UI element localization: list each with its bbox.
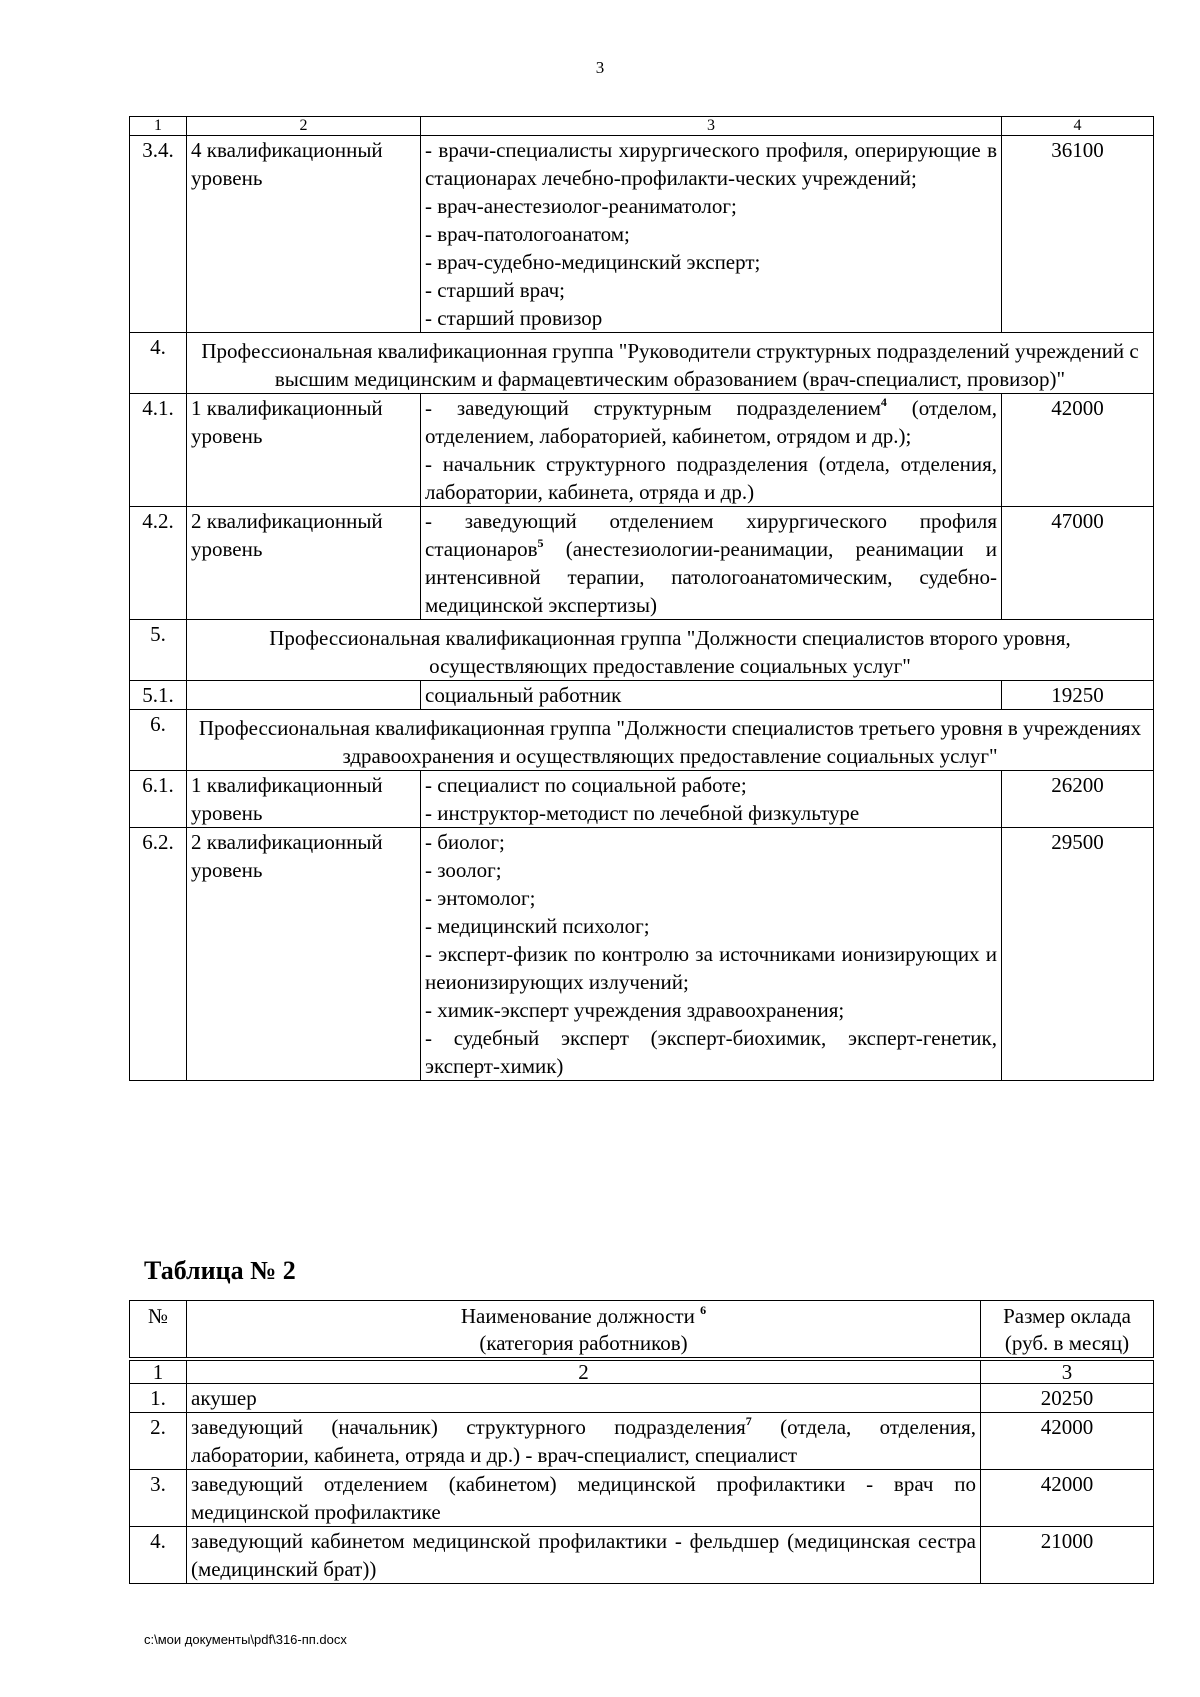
position-item: - инструктор-методист по лечебной физкультуре xyxy=(425,801,860,825)
group-title: Профессиональная квалификационная группа "Руководители структурных подразделений учреждений с высшим медицинским и фармацевтическим образованием (врач-специалист, провизор)" xyxy=(187,333,1154,394)
page-number: 3 xyxy=(595,58,605,77)
salary-value: 47000 xyxy=(1002,507,1154,620)
position-text: - заведующий отделением хирургического профиля стационаров xyxy=(425,509,997,561)
position-item: социальный работник xyxy=(421,681,1002,710)
group-number: 4. xyxy=(130,333,187,394)
header-line: Размер оклада xyxy=(1003,1304,1131,1328)
position-item: - судебный эксперт (эксперт-биохимик, эксперт-генетик, эксперт-химик) xyxy=(425,1026,997,1078)
positions-cell xyxy=(421,394,1002,507)
table-row xyxy=(130,394,1154,507)
salary-table-2-header xyxy=(129,1300,1154,1358)
position-item: - врачи-специалисты хирургического профиля, оперирующие в стационарах лечебно-профилакти-ческих учреждений; xyxy=(425,138,997,190)
footnote-mark: 4 xyxy=(880,395,887,409)
salary-value: 21000 xyxy=(981,1527,1154,1584)
table-row xyxy=(130,771,1154,828)
position-item: - энтомолог; xyxy=(425,886,536,910)
group-row xyxy=(130,620,1154,681)
group-title: Профессиональная квалификационная группа "Должности специалистов третьего уровня в учреждениях здравоохранения и осуществляющих предоставление социальных услуг" xyxy=(187,710,1154,771)
qualification-level: 1 квалификационный уровень xyxy=(187,771,421,828)
column-number: 2 xyxy=(187,117,421,136)
positions-cell xyxy=(421,507,1002,620)
position-item: - врач-анестезиолог-реаниматолог; xyxy=(425,194,737,218)
footnote-mark: 5 xyxy=(537,536,544,550)
row-number: 1. xyxy=(130,1384,187,1413)
salary-table-1 xyxy=(129,116,1154,1081)
position-item: - специалист по социальной работе; xyxy=(425,773,747,797)
positions-cell xyxy=(421,828,1002,1081)
position-item: - старший врач; xyxy=(425,278,566,302)
column-numbers-row xyxy=(130,1361,1154,1384)
position-name xyxy=(187,1470,981,1527)
file-path-footer: c:\мои документы\pdf\316-пп.docx xyxy=(144,1632,347,1647)
table-row xyxy=(130,1470,1154,1527)
row-number: 6.2. xyxy=(130,828,187,1081)
position-name xyxy=(187,1527,981,1584)
row-number: 3.4. xyxy=(130,136,187,333)
position-item: - зоолог; xyxy=(425,858,502,882)
row-number: 3. xyxy=(130,1470,187,1527)
qualification-level xyxy=(187,681,421,710)
position-item: - врач-судебно-медицинский эксперт; xyxy=(425,250,761,274)
salary-table-2 xyxy=(129,1360,1154,1584)
position-name xyxy=(187,1413,981,1470)
position-text: заведующий кабинетом медицинской профилактики - фельдшер (медицинская сестра (медицинский брат)) xyxy=(191,1529,976,1581)
table-2-title: Таблица № 2 xyxy=(144,1256,296,1285)
row-number: 4. xyxy=(130,1527,187,1584)
row-number: 5.1. xyxy=(130,681,187,710)
header-line xyxy=(191,1303,976,1330)
position-item: - начальник структурного подразделения (отдела, отделения, лаборатории, кабинета, отряда и др.) xyxy=(425,452,997,504)
header-text: Наименование должности xyxy=(460,1304,695,1328)
positions-cell xyxy=(421,136,1002,333)
position-item xyxy=(425,394,997,450)
position-text: заведующий отделением (кабинетом) медицинской профилактики - врач по медицинской профилактике xyxy=(191,1472,976,1524)
row-number: 4.1. xyxy=(130,394,187,507)
table-row xyxy=(130,1527,1154,1584)
position-item: - медицинский психолог; xyxy=(425,914,650,938)
position-item: - биолог; xyxy=(425,830,505,854)
salary-value: 26200 xyxy=(1002,771,1154,828)
column-number: 1 xyxy=(130,1361,187,1384)
column-numbers-row xyxy=(130,117,1154,136)
positions-cell xyxy=(421,771,1002,828)
group-title: Профессиональная квалификационная группа "Должности специалистов второго уровня, осуществляющих предоставление социальных услуг" xyxy=(187,620,1154,681)
group-number: 5. xyxy=(130,620,187,681)
salary-value: 20250 xyxy=(981,1384,1154,1413)
position-item: - химик-эксперт учреждения здравоохранения; xyxy=(425,998,845,1022)
row-number: 4.2. xyxy=(130,507,187,620)
header-row xyxy=(130,1301,1154,1358)
salary-value: 42000 xyxy=(1002,394,1154,507)
position-text: заведующий (начальник) структурного подразделения xyxy=(191,1415,746,1439)
table-row xyxy=(130,136,1154,333)
table-row xyxy=(130,828,1154,1081)
position-text: - заведующий структурным подразделением xyxy=(425,396,881,420)
position-text: (отдела, отделения, лаборатории, кабинета, отряда и др.) - врач-специалист, специалист xyxy=(191,1415,976,1467)
position-name xyxy=(187,1384,981,1413)
position-item: - старший провизор xyxy=(425,306,603,330)
qualification-level: 1 квалификационный уровень xyxy=(187,394,421,507)
table-row xyxy=(130,681,1154,710)
header-line: (категория работников) xyxy=(479,1331,688,1355)
row-number: 2. xyxy=(130,1413,187,1470)
salary-value: 42000 xyxy=(981,1413,1154,1470)
position-item: - врач-патологоанатом; xyxy=(425,222,630,246)
salary-value: 36100 xyxy=(1002,136,1154,333)
table-row xyxy=(130,1413,1154,1470)
column-number: 2 xyxy=(187,1361,981,1384)
group-row xyxy=(130,710,1154,771)
header-position-name xyxy=(187,1301,981,1358)
column-number: 3 xyxy=(421,117,1002,136)
position-item: - эксперт-физик по контролю за источниками ионизирующих и неионизирующих излучений; xyxy=(425,942,997,994)
position-text: акушер xyxy=(191,1386,257,1410)
header-salary xyxy=(981,1301,1154,1358)
footnote-mark: 6 xyxy=(700,1303,707,1317)
group-row xyxy=(130,333,1154,394)
header-number: № xyxy=(130,1301,187,1358)
table-row xyxy=(130,1384,1154,1413)
salary-value: 19250 xyxy=(1002,681,1154,710)
salary-value: 29500 xyxy=(1002,828,1154,1081)
column-number: 4 xyxy=(1002,117,1154,136)
position-text: (анестезиологии-реанимации, реанимации и интенсивной терапии, патологоанатомическим, судебно-медицинской экспертизы) xyxy=(425,537,997,617)
salary-value: 42000 xyxy=(981,1470,1154,1527)
position-text: (отделом, отделением, лабораторией, кабинетом, отрядом и др.); xyxy=(425,396,997,448)
column-number: 3 xyxy=(981,1361,1154,1384)
column-number: 1 xyxy=(130,117,187,136)
qualification-level: 2 квалификационный уровень xyxy=(187,828,421,1081)
group-number: 6. xyxy=(130,710,187,771)
header-line: (руб. в месяц) xyxy=(1004,1331,1130,1355)
row-number: 6.1. xyxy=(130,771,187,828)
qualification-level: 4 квалификационный уровень xyxy=(187,136,421,333)
footnote-mark: 7 xyxy=(745,1414,752,1428)
table-row xyxy=(130,507,1154,620)
qualification-level: 2 квалификационный уровень xyxy=(187,507,421,620)
